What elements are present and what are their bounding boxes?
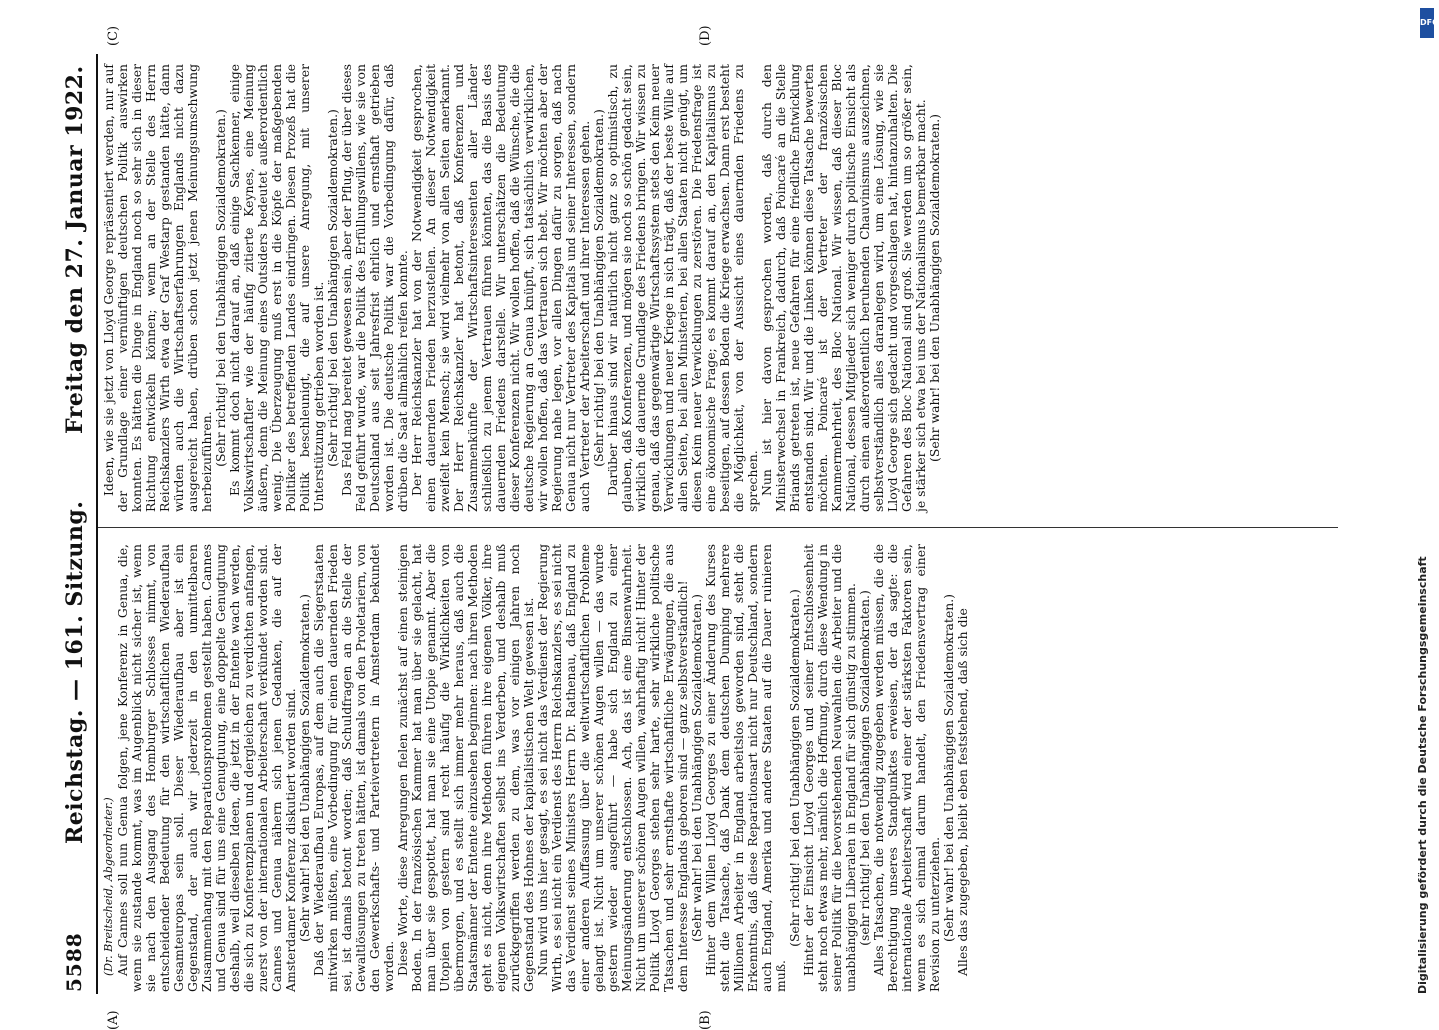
- paragraph: (Sehr richtig! bei den Unabhängigen Sozialdemokraten.): [325, 109, 340, 467]
- paragraph: Nun wird uns hier gesagt, es sei nicht das Verdienst der Regierung Wirth, es sei nicht ein Verdienst des Herrn Reichskanzlers, es sei nicht das Verdienst seines Ministers Herrn Dr. Rathenau, daß England zu einer anderen Auffassung über die weltwirtschaftlichen Probleme gelangt ist. Nicht um unserer schönen Augen willen — das wurde gestern wieder ausgeführt — habe sich England zu einer Meinungsänderung entschlossen. Ach, das ist eine Binsenwahrheit. Nicht um unserer schönen Augen willen, wahrhaftig nicht! Hinter der Politik Lloyd Georges stehen sehr harte, sehr wirkliche politische Tatsachen und sehr ernsthafte wirtschaftliche Erwägungen, die aus dem Interesse Englands geboren sind — ganz selbstverständlich!: [535, 544, 690, 992]
- margin-marker-c: (C): [106, 25, 121, 46]
- paragraph: Alles Tatsachen, die notwendig zugegeben werden müssen, die die Berechtigung unseres Standpunktes erweisen, der da sagte: die internationale Arbeiterschaft wird einer der stärksten Faktoren sein, wenn es sich einmal darum handelt, den Friedensvertrag einer Revision zu unterziehen.: [871, 544, 942, 992]
- paragraph: (Sehr wahr! bei den Unabhängigen Sozialdemokraten.): [689, 594, 704, 942]
- paragraph: Diese Worte, diese Anregungen fielen zunächst auf einen steinigen Boden. In der französischen Kammer hat man über sie gelacht, hat man über sie gespottet, hat man sie eine Utopie genannt. Aber die Utopien von gestern sind recht häufig die Wirklichkeiten von übermorgen, und es stellt sich immer mehr heraus, daß auch die Staatsmänner der Entente einzusehen beginnen: nach ihren Methoden geht es nicht, denn ihre Methoden führen ihre eigenen Völker, ihre eigenen Volkswirtschaften selbst ins Verderben, und deshalb muß zurückgegriffen werden zu dem, was vor einigen Jahren noch Gegenstand des Hohnes der kapitalistischen Welt gewesen ist.: [395, 544, 536, 992]
- paragraph: Es kommt doch nicht darauf an, daß einige Sachkenner, einige Volkswirtschaftler wie der häufig zitierte Keynes, eine Meinung äußern, denn die Meinung eines Outsiders bedeutet außerordentlich wenig. Die Überzeugung muß erst in die Köpfe der maßgebenden Politiker des betreffenden Landes eindringen. Diesen Prozeß hat die Politik beschleunigt, die auf unsere Anregung, mit unserer Unterstützung getrieben worden ist.: [227, 64, 326, 512]
- session-date: Freitag den 27. Januar 1922.: [62, 65, 88, 434]
- session-title: Reichstag. — 161. Sitzung.: [62, 500, 88, 844]
- paragraph: (Sehr wahr! bei den Unabhängigen Sozialdemokraten.): [941, 594, 956, 942]
- paragraph: Das Feld mag bereitet gewesen sein, aber der Pflug, der über dieses Feld geführt wurde, war die Politik des Erfüllungswillens, wie sie von Deutschland aus seit Jahresfrist ehrlich und ernsthaft getrieben worden ist. Die deutsche Politik war die Vorbedingung dafür, daß drüben die Saat allmählich reifen konnte.: [339, 64, 410, 512]
- paragraph: Alles das zugegeben, bleibt eben feststehend, daß sich die: [955, 608, 970, 976]
- margin-marker-d: (D): [698, 25, 713, 46]
- paragraph: Hinter der Einsicht Lloyd Georges und seiner Entschlossenheit steht noch etwas mehr, nämlich die Hoffnung, durch diese Wendung in seiner Politik für die bevorstehenden Neuwahlen die Arbeiter und die unabhängigen Liberalen in England für sich günstig zu stimmen.: [801, 544, 858, 992]
- paragraph: (Sehr richtig! bei den Unabhängigen Sozialdemokraten.): [591, 109, 606, 467]
- digitization-caption: Digitalisierung gefördert durch die Deutsche Forschungsgemeinschaft: [1416, 556, 1429, 994]
- paragraph: Ideen, wie sie jetzt von Lloyd George repräsentiert werden, nur auf der Grundlage einer vernünftigen deutschen Politik auswirken konnten. Es hätten die Dinge in England noch so sehr sich in dieser Richtung entwickeln können; wenn an der Stelle des Herrn Reichskanzlers Wirth etwa der Graf Westarp gestanden hätte, dann würden auch die Wirtschaftserfahrungen Englands nicht dazu ausgereicht haben, drüben schon jetzt jenen Meinungsumschwung herbeizuführen.: [101, 64, 214, 512]
- right-column: [102, 64, 1352, 512]
- left-column: [102, 544, 1352, 992]
- paragraph: (Sehr wahr! bei den Unabhängigen Sozialdemokraten.): [927, 114, 942, 462]
- right-paragraphs: [102, 64, 942, 512]
- paragraph: Darüber hinaus sind wir natürlich nicht ganz so optimistisch, zu glauben, daß Konferenzen, und mögen sie noch so schön gedacht sein, wirklich die dauernde Grundlage des Friedens bringen. Wir wissen zu genau, daß das gegenwärtige Wirtschaftssystem stets den Keim neuer Verwicklungen und neuer Kriege in sich trägt, daß der beste Wille auf allen Seiten, bei allen Ministerien, bei allen Staaten nicht genügt, um diesen Keim neuer Verwicklungen zu zerstören. Die Friedensfrage ist eine ökonomische Frage; es kommt darauf an, den Kapitalismus zu beseitigen, auf dessen Boden die Kriege erwachsen. Dann erst besteht die Möglichkeit, von der Aussicht eines dauernden Friedens zu sprechen.: [605, 64, 760, 512]
- left-paragraphs: [116, 544, 970, 992]
- paragraph: Daß der Wiederaufbau Europas, auf dem auch die Siegerstaaten mitwirken müßten, eine Vorbedingung für einen dauernden Frieden sei, ist damals betont worden; daß Schuldfragen an die Stelle der Gewaltlösungen zu treten hätten, ist damals von den Proletariern, von den Gewerkschafts- und Parteivertretern in Amsterdam bekundet worden.: [311, 544, 396, 992]
- dfg-logo: DFG: [1420, 8, 1434, 38]
- header-rule: [96, 54, 98, 994]
- column-divider: [98, 527, 1338, 528]
- speaker-line: (Dr. Breitscheid, Abgeordneter.): [102, 797, 115, 976]
- margin-marker-a: (A): [106, 1010, 121, 1030]
- running-header: [58, 54, 94, 994]
- paragraph: (sehr richtig! bei den Unabhängigen Sozialdemokraten.): [857, 590, 872, 946]
- document-page: [58, 25, 1398, 1030]
- paragraph: Nun ist hier davon gesprochen worden, daß durch den Ministerwechsel in Frankreich, dadurch, daß Poincaré an die Stelle Briands getreten ist, neue Gefahren für eine friedliche Entwicklung entstanden sind. Wir und die Linken können diese Tatsache bewerten möchten. Poincaré ist der Vertreter der französischen Kammermehrheit, des Bloc National. Wir wissen, daß dieser Bloc National, dessen Mitglieder sich weniger durch politische Einsicht als durch einen außerordentlich beruhenden Chauvinismus auszeichnen, selbstverständlich alles daranlegen wird, um eine Lösung, wie sie Lloyd George sich gedacht und vorgeschlagen hat, hintanzuhalten. Die Gefahren des Bloc National sind groß. Sie werden um so größer sein, je stärker sich etwa bei uns der Nationalismus bemerkbar macht.: [759, 64, 928, 512]
- page-number: 5588: [62, 932, 86, 992]
- paragraph: Auf Cannes soll nun Genua folgen, jene Konferenz in Genua, die, wenn sie zustande kommt, was im Augenblick nicht sicher ist, wenn sie nach den Ausgang des Homburger Schlosses nimmt, von entscheidender Bedeutung für den wirtschaftlichen Wiederaufbau Gesamteuropas sein soll. Dieser Wiederaufbau aber ist ein Gegenstand, der auch wir jederzeit in den unmittelbaren Zusammenhang mit den Reparationsproblemen gestellt haben. Cannes und Genua sind für uns eine Genugtuung, eine doppelte Genugtuung deshalb, weil dieselben Ideen, die jetzt in der Entente wach werden, die sich zu Konferenzplanen und dergleichen zu verdichten anfangen, zuerst von der internationalen Arbeiterschaft verkündet worden sind. Cannes und Genua nähern sich jenen Gedanken, die auf der Amsterdamer Konferenz diskutiert worden sind.: [115, 544, 298, 992]
- paragraph: (Sehr richtig! bei den Unabhängigen Sozialdemokraten.): [787, 589, 802, 947]
- margin-marker-b: (B): [698, 1010, 713, 1030]
- paragraph: Der Herr Reichskanzler hat von der Notwendigkeit gesprochen, einen dauernden Frieden herzustellen. An dieser Notwendigkeit zweifelt kein Mensch; sie wird vielmehr von allen Seiten anerkannt. Der Herr Reichskanzler hat betont, daß Konferenzen und Zusammenkünfte der Wirtschaftsinteressenten aller Länder schließlich zu jenem Vertrauen führen könnten, das die Basis des dauernden Friedens darstelle. Wir unterschätzen die Bedeutung dieser Konferenzen nicht. Wir wollen hoffen, daß die Wünsche, die die deutsche Regierung an Genua knüpft, sich tatsächlich verwirklichen, wir wollen hoffen, daß das Vertrauen sich hebt. Wir möchten aber der Regierung nahe legen, vor allen Dingen dafür zu sorgen, daß nach Genua nicht nur Vertreter des Kapitals und seiner Interessen, sondern auch Vertreter der Arbeiterschaft und ihrer Interessen gehen.: [409, 64, 592, 512]
- paragraph: (Sehr wahr! bei den Unabhängigen Sozialdemokraten.): [297, 594, 312, 942]
- paragraph: (Sehr richtig! bei den Unabhängigen Sozialdemokraten.): [213, 109, 228, 467]
- paragraph: Hinter dem Willen Lloyd Georges zu einer Änderung des Kurses steht die Tatsache, daß Dank dem deutschen Dumping mehrere Millionen Arbeiter in England arbeitslos geworden sind, steht die Erkenntnis, daß diese Reparationsart nicht nur Deutschland, sondern auch England, Amerika und andere Staaten auf die Dauer ruinieren muß.: [703, 544, 788, 992]
